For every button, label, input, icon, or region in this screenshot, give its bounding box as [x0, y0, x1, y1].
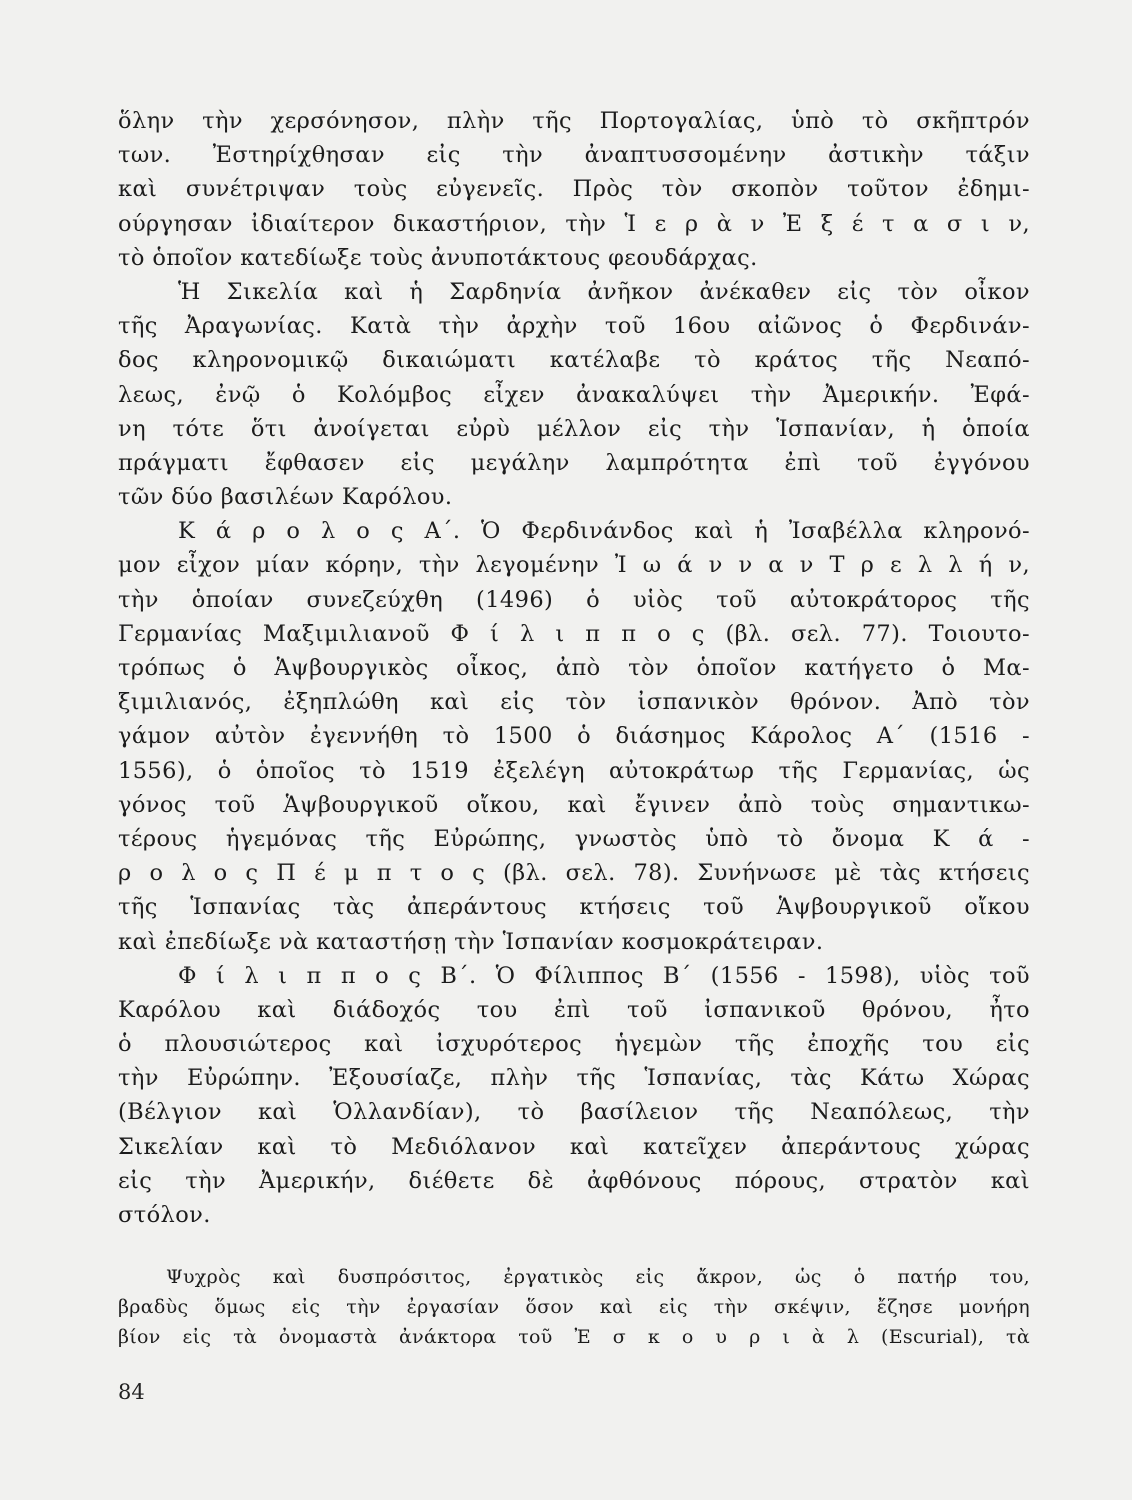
text-line: πράγματι ἔφθασεν εἰς μεγάλην λαμπρότητα ἐπὶ τοῦ ἐγγόνου — [118, 449, 1030, 476]
text-line: των. Ἐστηρίχθησαν εἰς τὴν ἀναπτυσσομένην ἀστικὴν τάξιν — [118, 142, 1030, 169]
text-line: εἰς τὴν Ἀμερικήν, διέθετε δὲ ἀφθόνους πόρους, στρατὸν καὶ — [118, 1167, 1030, 1194]
text-line: τῶν δύο βασιλέων Καρόλου. — [118, 484, 453, 511]
text-line: Κ ά ρ ο λ ο ς Α΄. Ὁ Φερδινάνδος καὶ ἡ Ἰσαβέλλα κληρονό- — [178, 518, 1030, 545]
text-line: καὶ συνέτριψαν τοὺς εὐγενεῖς. Πρὸς τὸν σκοπὸν τοῦτον ἐδημι- — [118, 176, 1030, 203]
footnote-line: βίον εἰς τὰ ὀνομαστὰ ἀνάκτορα τοῦ Ἐ σ κ ο υ ρ ι ὰ λ (Escurial), τὰ — [118, 1326, 1030, 1348]
text-line: Ἡ Σικελία καὶ ἡ Σαρδηνία ἀνῆκον ἀνέκαθεν εἰς τὸν οἶκον — [178, 278, 1030, 305]
text-line: ξιμιλιανός, ἐξηπλώθη καὶ εἰς τὸν ἰσπανικὸν θρόνον. Ἀπὸ τὸν — [118, 689, 1030, 716]
text-line: δος κληρονομικῷ δικαιώματι κατέλαβε τὸ κράτος τῆς Νεαπό- — [118, 347, 1030, 374]
main-text-block — [118, 104, 1030, 1232]
footnote-line: Ψυχρὸς καὶ δυσπρόσιτος, ἐργατικὸς εἰς ἄκρον, ὡς ὁ πατήρ του, — [166, 1266, 1030, 1288]
text-line: ούργησαν ἰδιαίτερον δικαστήριον, τὴν Ἱ ε ρ ὰ ν Ἐ ξ έ τ α σ ι ν, — [118, 210, 1030, 237]
text-line: Σικελίαν καὶ τὸ Μεδιόλανον καὶ κατεῖχεν ἀπεράντους χώρας — [118, 1133, 1030, 1160]
text-line: τρόπως ὁ Ἁψβουργικὸς οἶκος, ἀπὸ τὸν ὁποῖον κατήγετο ὁ Μα- — [118, 655, 1030, 681]
text-line: καὶ ἐπεδίωξε νὰ καταστήσῃ τὴν Ἱσπανίαν κοσμοκράτειραν. — [118, 928, 824, 955]
text-line: τὴν ὁποίαν συνεζεύχθη (1496) ὁ υἱὸς τοῦ αὐτοκράτορος τῆς — [118, 586, 1030, 613]
text-line: τῆς Ἱσπανίας τὰς ἀπεράντους κτήσεις τοῦ Ἁψβουργικοῦ οἴκου — [118, 894, 1030, 921]
text-line: μον εἶχον μίαν κόρην, τὴν λεγομένην Ἰ ω ά ν ν α ν Τ ρ ε λ λ ή ν, — [118, 552, 1030, 579]
text-line: λεως, ἐνῷ ὁ Κολόμβος εἶχεν ἀνακαλύψει τὴν Ἀμερικήν. Ἐφά- — [118, 381, 1030, 408]
text-line: Γερμανίας Μαξιμιλιανοῦ Φ ί λ ι π π ο ς (βλ. σελ. 77). Τοιουτο- — [118, 620, 1030, 647]
text-line: Καρόλου καὶ διάδοχός του ἐπὶ τοῦ ἰσπανικοῦ θρόνου, ἦτο — [118, 996, 1030, 1023]
text-line: τέρους ἡγεμόνας τῆς Εὐρώπης, γνωστὸς ὑπὸ τὸ ὄνομα Κ ά - — [118, 825, 1030, 852]
text-line: ρ ο λ ο ς Π έ μ π τ ο ς (βλ. σελ. 78). Συνήνωσε μὲ τὰς κτήσεις — [118, 860, 1030, 887]
text-line: (Βέλγιον καὶ Ὁλλανδίαν), τὸ βασίλειον τῆς Νεαπόλεως, τὴν — [118, 1099, 1030, 1126]
text-line: ὁ πλουσιώτερος καὶ ἰσχυρότερος ἡγεμὼν τῆς ἐποχῆς του εἰς — [118, 1031, 1030, 1058]
footnote-text-block — [118, 1262, 1030, 1352]
text-line: τῆς Ἀραγωνίας. Κατὰ τὴν ἀρχὴν τοῦ 16ου αἰῶνος ὁ Φερδινάν- — [118, 313, 1030, 340]
text-line: γόνος τοῦ Ἁψβουργικοῦ οἴκου, καὶ ἔγινεν ἀπὸ τοὺς σημαντικω- — [118, 791, 1030, 818]
text-line: νη τότε ὅτι ἀνοίγεται εὐρὺ μέλλον εἰς τὴν Ἱσπανίαν, ἡ ὁποία — [118, 415, 1030, 442]
text-line: γάμον αὐτὸν ἐγεννήθη τὸ 1500 ὁ διάσημος Κάρολος Α΄ (1516 - — [118, 723, 1030, 750]
text-line: ὅλην τὴν χερσόνησον, πλὴν τῆς Πορτογαλίας, ὑπὸ τὸ σκῆπτρόν — [118, 108, 1030, 134]
text-line: Φ ί λ ι π π ο ς Β΄. Ὁ Φίλιππος Β΄ (1556 - 1598), υἱὸς τοῦ — [178, 962, 1030, 989]
text-line: στόλον. — [118, 1202, 211, 1228]
footnote-line: βραδὺς ὅμως εἰς τὴν ἐργασίαν ὅσον καὶ εἰς τὴν σκέψιν, ἔζησε μονήρη — [118, 1296, 1030, 1318]
page-number: 84 — [118, 1380, 145, 1404]
text-line: τὸ ὁποῖον κατεδίωξε τοὺς ἀνυποτάκτους φεουδάρχας. — [118, 244, 758, 271]
text-line: 1556), ὁ ὁποῖος τὸ 1519 ἐξελέγη αὐτοκράτωρ τῆς Γερμανίας, ὡς — [118, 757, 1030, 784]
text-line: τὴν Εὐρώπην. Ἐξουσίαζε, πλὴν τῆς Ἱσπανίας, τὰς Κάτω Χώρας — [118, 1065, 1030, 1092]
